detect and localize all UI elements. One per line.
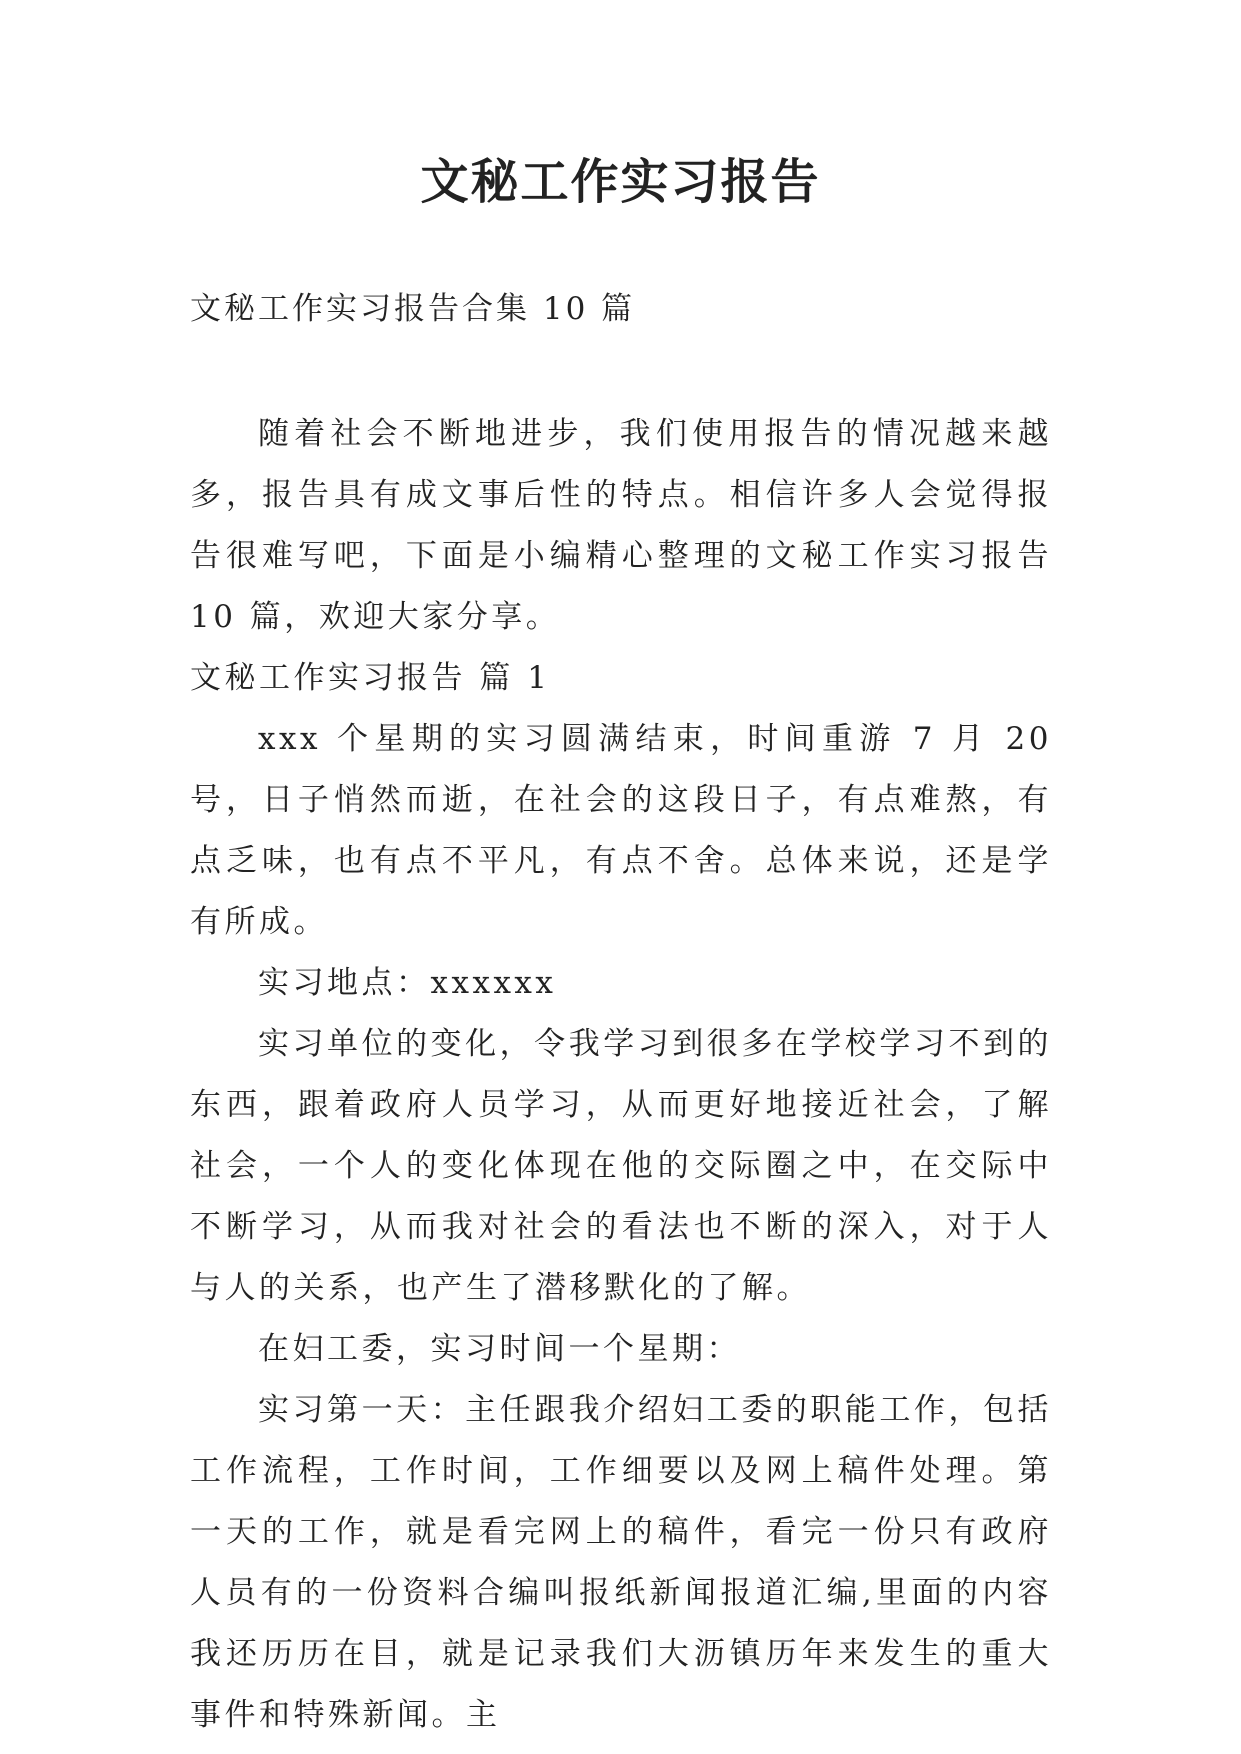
section-heading: 文秘工作实习报告 篇 1 [190,660,551,696]
document-body [190,404,1052,1746]
document-title: 文秘工作实习报告 [420,154,821,210]
body-paragraph: 实习单位的变化，令我学习到很多在学校学习不到的东西，跟着政府人员学习，从而更好地接近社会，了解社会，一个人的变化体现在他的交际圈之中，在交际中不断学习，从而我对社会的看法也不断的深入，对于人与人的关系，也产生了潜移默化的了解。 [190,1026,1052,1306]
body-paragraph: 实习第一天：主任跟我介绍妇工委的职能工作，包括工作流程，工作时间，工作细要以及网上稿件处理。第一天的工作，就是看完网上的稿件，看完一份只有政府人员有的一份资料合编叫报纸新闻报道汇编,里面的内容我还历历在目，就是记录我们大沥镇历年来发生的重大事件和特殊新闻。主 [190,1392,1052,1733]
document-subtitle: 文秘工作实习报告合集 10 篇 [190,291,636,327]
body-paragraph: 在妇工委，实习时间一个星期： [258,1331,741,1367]
intro-paragraph: 随着社会不断地进步，我们使用报告的情况越来越多，报告具有成文事后性的特点。相信许多人会觉得报告很难写吧，下面是小编精心整理的文秘工作实习报告 10 篇，欢迎大家分享。 [190,416,1052,635]
body-paragraph: xxx 个星期的实习圆满结束，时间重游 7 月 20 号，日子悄然而逝，在社会的这段日子，有点难熬，有点乏味，也有点不平凡，有点不舍。总体来说，还是学有所成。 [190,721,1052,940]
body-paragraph: 实习地点：xxxxxx [258,965,557,1001]
